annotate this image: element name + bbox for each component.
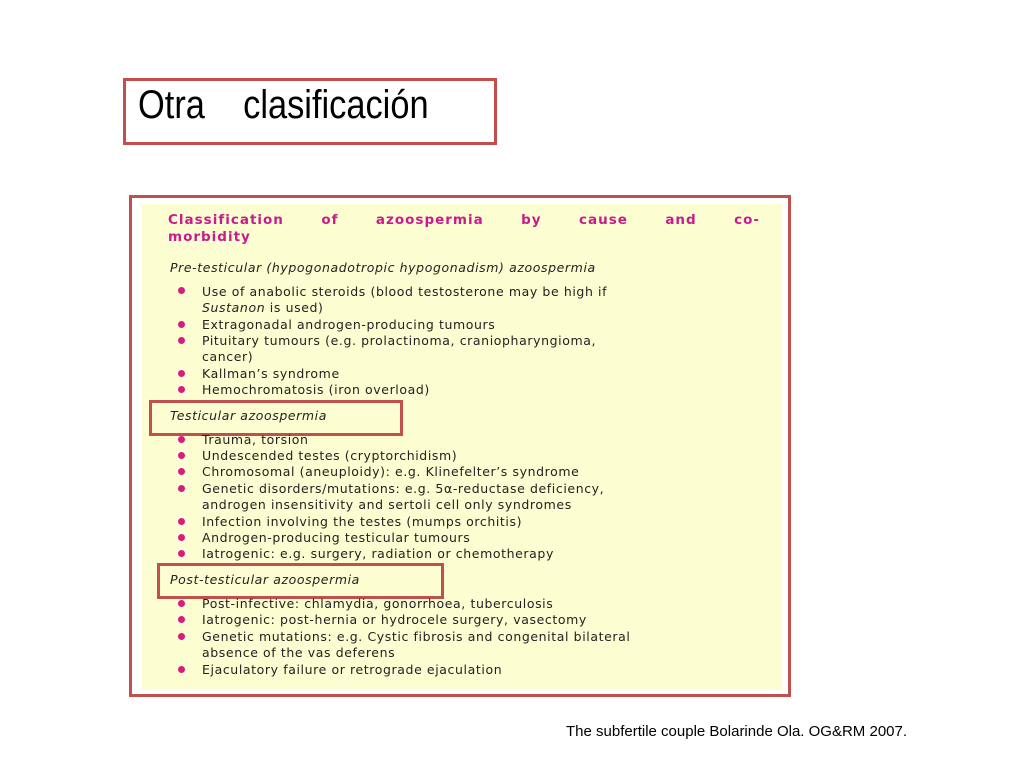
list-item: Pituitary tumours (e.g. prolactinoma, craniopharyngioma,: [202, 333, 597, 348]
section-title-post-testicular: Post-testicular azoospermia: [170, 572, 360, 587]
list-item: Use of anabolic steroids (blood testosterone may be high if: [202, 284, 608, 299]
list-item-continuation: cancer): [202, 349, 254, 364]
list-item-continuation: absence of the vas deferens: [202, 645, 396, 660]
slide-title: Otra clasificación: [138, 83, 429, 127]
bullet-icon: [178, 436, 185, 443]
bullet-icon: [178, 633, 185, 640]
list-item: Hemochromatosis (iron overload): [202, 382, 430, 397]
drug-name: Sustanon: [202, 300, 266, 315]
bullet-icon: [178, 321, 185, 328]
bullet-icon: [178, 287, 185, 294]
list-item: Genetic mutations: e.g. Cystic fibrosis and congenital bilateral: [202, 629, 631, 644]
list-item: Trauma, torsion: [202, 432, 309, 447]
list-item: Androgen-producing testicular tumours: [202, 530, 471, 545]
section-title-pre-testicular: Pre-testicular (hypogonadotropic hypogonadism) azoospermia: [170, 260, 596, 275]
list-item-continuation: androgen insensitivity and sertoli cell only syndromes: [202, 497, 572, 512]
classification-figure: [129, 195, 791, 697]
list-item-continuation-text: is used): [265, 300, 324, 315]
bullet-icon: [178, 452, 185, 459]
bullet-icon: [178, 518, 185, 525]
bullet-icon: [178, 485, 185, 492]
list-item: Kallman’s syndrome: [202, 366, 340, 381]
bullet-icon: [178, 534, 185, 541]
list-item: Post-infective: chlamydia, gonorrhoea, tuberculosis: [202, 596, 554, 611]
bullet-icon: [178, 616, 185, 623]
bullet-icon: [178, 550, 185, 557]
bullet-icon: [178, 666, 185, 673]
figure-heading-line2: morbidity: [168, 229, 251, 245]
list-item: Undescended testes (cryptorchidism): [202, 448, 458, 463]
figure-heading-line1: Classification of azoospermia by cause and co-: [168, 212, 760, 228]
list-item-continuation: [202, 300, 324, 316]
list-item: Genetic disorders/mutations: e.g. 5α-reductase deficiency,: [202, 481, 605, 496]
list-item: Ejaculatory failure or retrograde ejaculation: [202, 662, 503, 677]
citation: The subfertile couple Bolarinde Ola. OG&RM 2007.: [566, 723, 908, 740]
list-item: Extragonadal androgen-producing tumours: [202, 317, 496, 332]
bullet-icon: [178, 370, 185, 377]
list-item: Infection involving the testes (mumps orchitis): [202, 514, 523, 529]
list-item: Iatrogenic: post-hernia or hydrocele surgery, vasectomy: [202, 612, 587, 627]
bullet-icon: [178, 468, 185, 475]
list-item: Chromosomal (aneuploidy): e.g. Klinefelter’s syndrome: [202, 464, 580, 479]
bullet-icon: [178, 600, 185, 607]
list-item: Iatrogenic: e.g. surgery, radiation or chemotherapy: [202, 546, 554, 561]
bullet-icon: [178, 386, 185, 393]
title-box: [123, 78, 497, 145]
section-title-testicular: Testicular azoospermia: [170, 408, 328, 423]
bullet-icon: [178, 337, 185, 344]
